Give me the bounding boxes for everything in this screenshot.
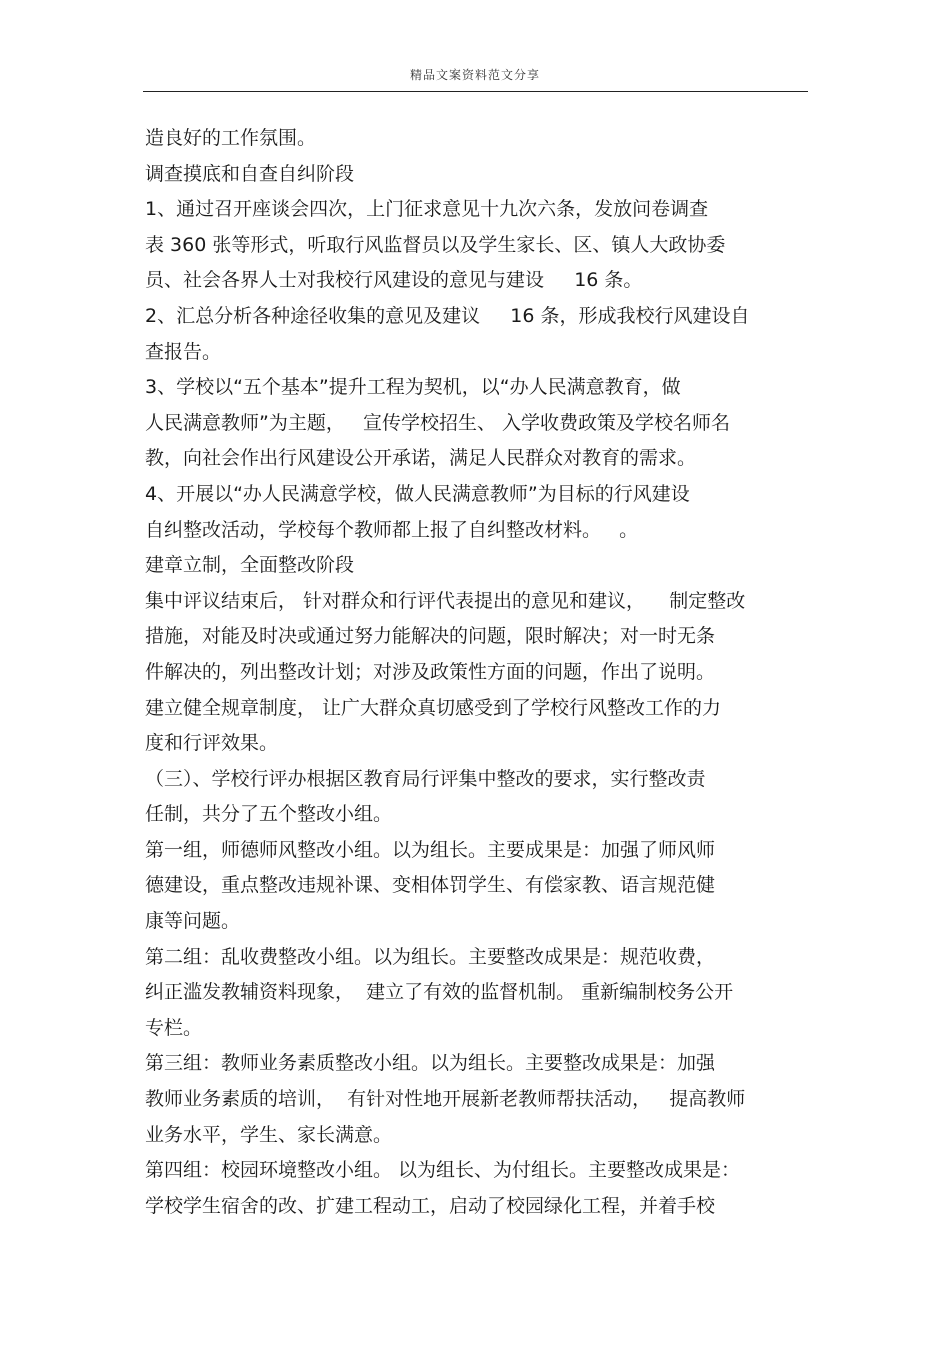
text-line: 调查摸底和自查自纠阶段	[145, 162, 355, 185]
text-line: 1、通过召开座谈会四次，上门征求意见十九次六条，发放问卷调查	[145, 198, 709, 221]
text-line: 度和行评效果。	[145, 732, 279, 755]
text-line: （三）、学校行评办根据区教育局行评集中整改的要求，实行整改责	[145, 767, 706, 790]
text-line: 人民满意教师”为主题， 宣传学校招生、 入学收费政策及学校名师名	[145, 411, 731, 434]
text-line: 建章立制，全面整改阶段	[145, 554, 355, 577]
text-line: 查报告。	[145, 340, 222, 363]
page-header: 精品文案资料范文分享	[409, 68, 540, 82]
text-line: 员、社会各界人士对我校行风建设的意见与建设 16 条。	[145, 269, 643, 292]
text-line: 第四组：校园环境整改小组。 以为组长、为付组长。主要整改成果是：	[145, 1159, 741, 1182]
text-line: 德建设，重点整改违规补课、变相体罚学生、有偿家教、语言规范健	[145, 874, 716, 897]
document-body	[145, 121, 810, 1224]
text-line: 4、开展以“办人民满意学校，做人民满意教师”为目标的行风建设	[145, 482, 690, 505]
header-divider	[143, 91, 808, 92]
text-line: 康等问题。	[145, 910, 241, 933]
text-line: 措施，对能及时决或通过努力能解决的问题，限时解决；对一时无条	[145, 625, 716, 648]
text-line: 表 360 张等形式，听取行风监督员以及学生家长、区、镇人大政协委	[145, 233, 726, 256]
text-line: 造良好的工作氛围。	[145, 127, 317, 149]
text-line: 纠正滥发教辅资料现象， 建立了有效的监督机制。 重新编制校务公开	[145, 981, 734, 1004]
text-line: 3、学校以“五个基本”提升工程为契机，以“办人民满意教育，做	[145, 376, 681, 399]
text-line: 专栏。	[145, 1016, 203, 1039]
text-line: 业务水平，学生、家长满意。	[145, 1123, 393, 1146]
text-line: 2、汇总分析各种途径收集的意见及建议 16 条，形成我校行风建设自	[145, 304, 750, 327]
text-line: 教，向社会作出行风建设公开承诺，满足人民群众对教育的需求。	[145, 447, 697, 470]
text-line: 第二组：乱收费整改小组。以为组长。主要整改成果是：规范收费，	[145, 945, 716, 968]
text-line: 任制，共分了五个整改小组。	[145, 803, 393, 826]
text-line: 教师业务素质的培训， 有针对性地开展新老教师帮扶活动， 提高教师	[145, 1088, 746, 1111]
text-line: 件解决的，列出整改计划；对涉及政策性方面的问题，作出了说明。	[145, 660, 716, 683]
text-line: 集中评议结束后， 针对群众和行评代表提出的意见和建议， 制定整改	[145, 589, 746, 612]
text-line: 自纠整改活动，学校每个教师都上报了自纠整改材料。 。	[145, 518, 639, 541]
text-line: 学校学生宿舍的改、扩建工程动工，启动了校园绿化工程，并着手校	[145, 1194, 716, 1217]
text-line: 第三组：教师业务素质整改小组。以为组长。主要整改成果是：加强	[145, 1052, 716, 1075]
text-line: 建立健全规章制度， 让广大群众真切感受到了学校行风整改工作的力	[145, 696, 722, 719]
text-line: 第一组，师德师风整改小组。以为组长。主要成果是：加强了师风师	[145, 838, 716, 861]
